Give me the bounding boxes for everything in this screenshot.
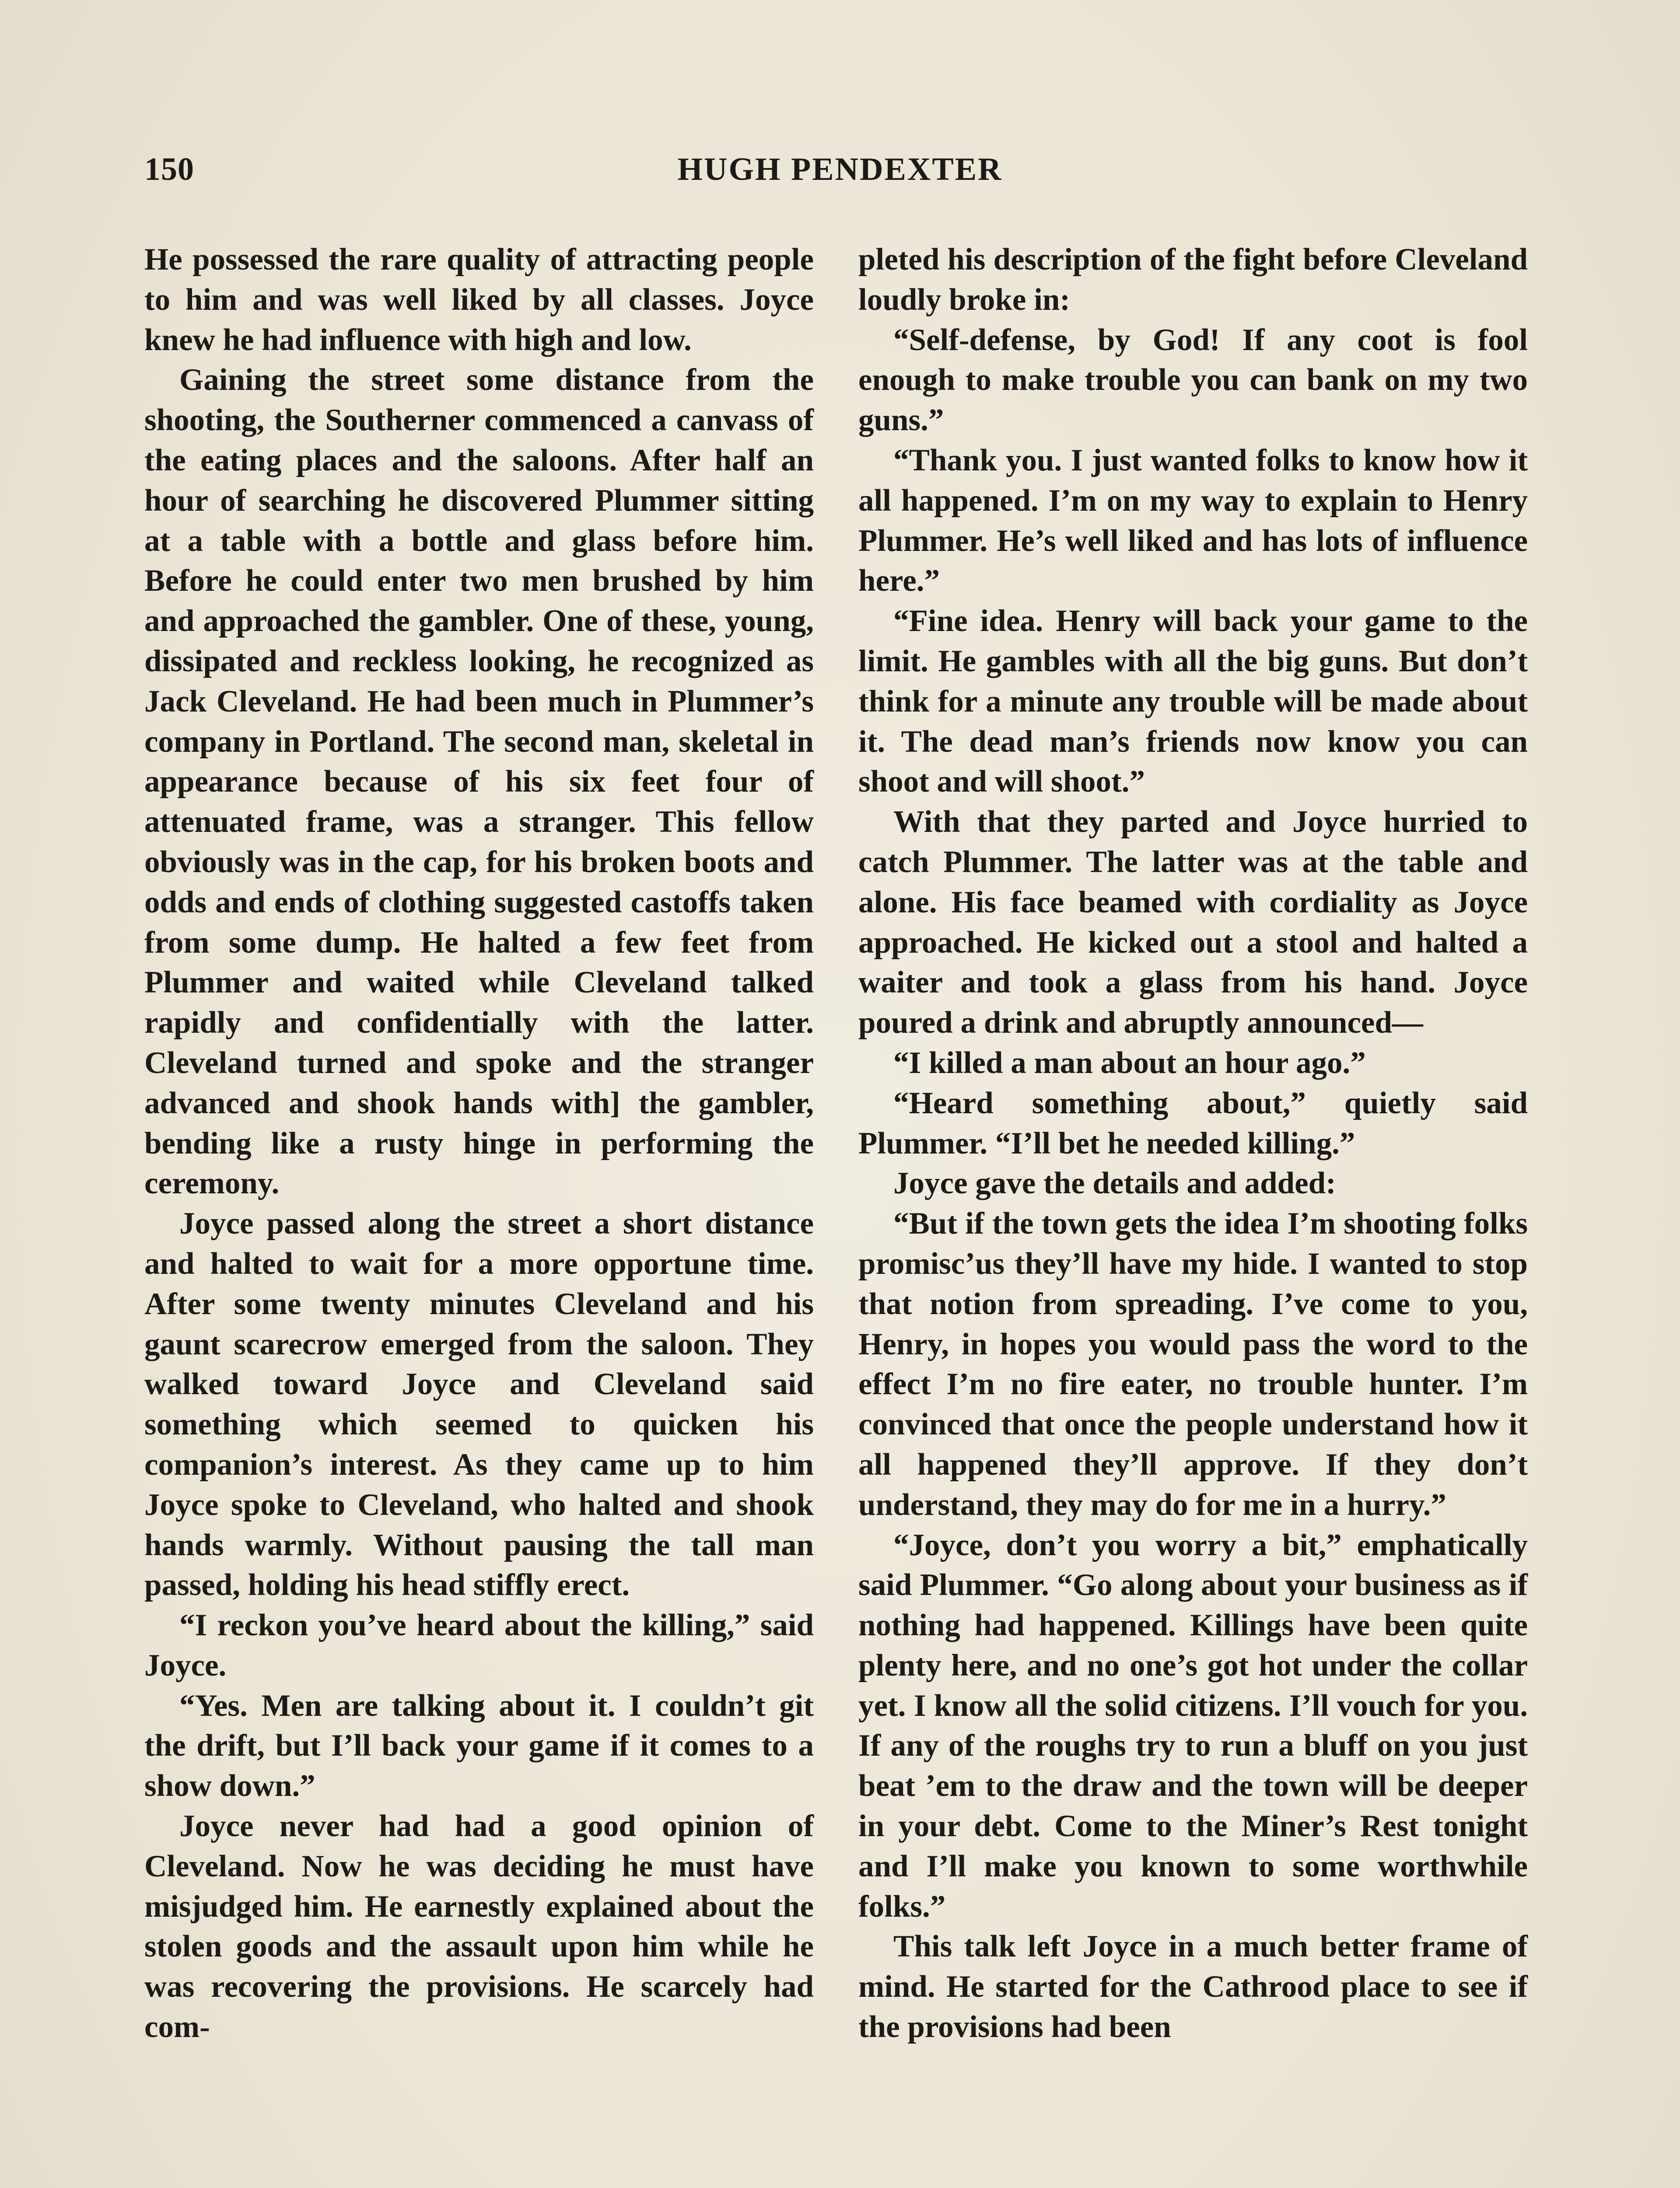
paragraph: “Joyce, don’t you worry a bit,” emphatically said Plummer. “Go along about your business as if nothing had happened. Killings have been quite plenty here, and no one’s got hot under the collar yet. I know all the solid citizens. I’ll vouch for you. If any of the roughs try to run a bluff on you just beat ’em to the draw and the town will be deeper in your debt. Come to the Miner’s Rest tonight and I’ll make you known to some worthwhile folks.” bbox=[858, 1528, 1528, 1924]
left-column bbox=[144, 240, 814, 2048]
paragraph: “Fine idea. Henry will back your game to the limit. He gambles with all the big guns. But don’t think for a minute any trouble will be made about it. The dead man’s friends now know you can shoot and will shoot.” bbox=[858, 604, 1528, 799]
page-number: 150 bbox=[144, 151, 194, 187]
paragraph: “I killed a man about an hour ago.” bbox=[893, 1045, 1366, 1080]
paragraph: This talk left Joyce in a much better frame of mind. He started for the Cathrood place to see if the provisions had been bbox=[858, 1929, 1528, 2044]
paragraph: “Heard something about,” quietly said Plummer. “I’ll bet he needed killing.” bbox=[858, 1086, 1528, 1161]
paragraph: Joyce passed along the street a short distance and halted to wait for a more opportune time. After some twenty minutes Cleveland and his gaunt scarecrow emerged from the saloon. They walked toward Joyce and Cleveland said something which seemed to quicken his companion’s interest. As they came up to him Joyce spoke to Cleveland, who halted and shook hands warmly. Without pausing the tall man passed, holding his head stiffly erect. bbox=[144, 1206, 814, 1602]
right-column bbox=[858, 240, 1528, 2048]
paragraph: “But if the town gets the idea I’m shooting folks promisc’us they’ll have my hide. I wanted to stop that notion from spreading. I’ve come to you, Henry, in hopes you would pass the word to the effect I’m no fire eater, no trouble hunter. I’m convinced that once the people understand how it all happened they’ll approve. If they don’t understand, they may do for me in a hurry.” bbox=[858, 1206, 1528, 1522]
paragraph: “Yes. Men are talking about it. I couldn’t git the drift, but I’ll back your game if it comes to a show down.” bbox=[144, 1688, 814, 1803]
paragraph: Joyce gave the details and added: bbox=[893, 1166, 1336, 1201]
paragraph: “I reckon you’ve heard about the killing,” said Joyce. bbox=[144, 1608, 814, 1683]
paragraph: pleted his description of the fight before Cleveland loudly broke in: bbox=[858, 242, 1528, 317]
paragraph: With that they parted and Joyce hurried to catch Plummer. The latter was at the table and alone. His face beamed with cordiality as Joyce approached. He kicked out a stool and halted a waiter and took a glass from his hand. Joyce poured a drink and abruptly announced— bbox=[858, 805, 1528, 1040]
running-head: HUGH PENDEXTER bbox=[677, 151, 1003, 187]
paragraph: “Thank you. I just wanted folks to know how it all happened. I’m on my way to explain to Henry Plummer. He’s well liked and has lots of influence here.” bbox=[858, 443, 1528, 598]
paragraph: He possessed the rare quality of attracting people to him and was well liked by all classes. Joyce knew he had influence with high and low. bbox=[144, 242, 814, 357]
paragraph: “Self-defense, by God! If any coot is fool enough to make trouble you can bank on my two guns.” bbox=[858, 323, 1528, 438]
paragraph: Gaining the street some distance from the shooting, the Southerner commenced a canvass of the eating places and the saloons. After half an hour of searching he discovered Plummer sitting at a table with a bottle and glass before him. Before he could enter two men brushed by him and approached the gambler. One of these, young, dissipated and reckless looking, he recognized as Jack Cleveland. He had been much in Plummer’s company in Portland. The second man, skeletal in appearance because of his six feet four of attenuated frame, was a stranger. This fellow obviously was in the cap, for his broken boots and odds and ends of clothing suggested castoffs taken from some dump. He halted a few feet from Plummer and waited while Cleveland talked rapidly and confidentially with the latter. Cleveland turned and spoke and the stranger advanced and shook hands with] the gambler, bending like a rusty hinge in performing the ceremony. bbox=[144, 363, 814, 1201]
page-header bbox=[144, 151, 1536, 199]
paragraph: Joyce never had had a good opinion of Cleveland. Now he was deciding he must have misjudged him. He earnestly explained about the stolen goods and the assault upon him while he was recovering the provisions. He scarcely had com- bbox=[144, 1809, 814, 2044]
